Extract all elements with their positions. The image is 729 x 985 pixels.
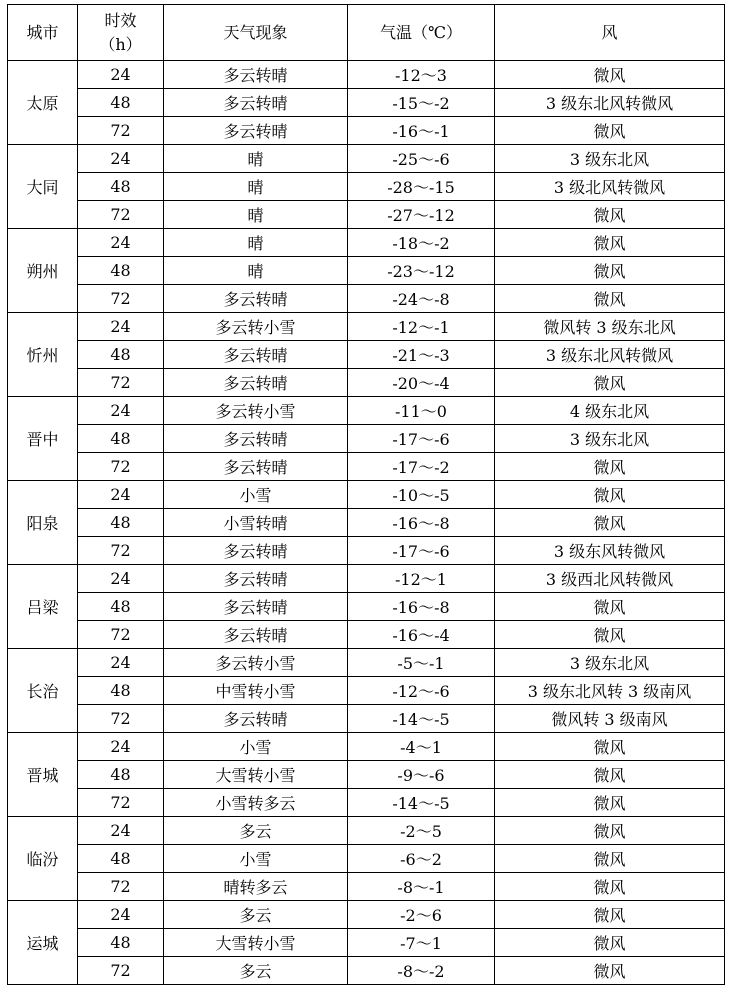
weather-cell: 小雪转晴	[164, 509, 348, 537]
table-row	[8, 173, 725, 201]
weather-cell: 多云转晴	[164, 565, 348, 593]
hours-cell: 24	[78, 61, 164, 89]
hours-cell: 72	[78, 117, 164, 145]
hours-cell: 24	[78, 145, 164, 173]
weather-cell: 晴	[164, 201, 348, 229]
weather-cell: 多云转晴	[164, 117, 348, 145]
temp-cell: -21～-3	[348, 341, 495, 369]
table-row	[8, 845, 725, 873]
wind-cell: 微风	[495, 845, 725, 873]
hours-cell: 72	[78, 285, 164, 313]
hours-cell: 24	[78, 397, 164, 425]
temp-cell: -17～-2	[348, 453, 495, 481]
table-row	[8, 117, 725, 145]
wind-cell: 微风	[495, 481, 725, 509]
temp-cell: -5～-1	[348, 649, 495, 677]
weather-cell: 多云转小雪	[164, 649, 348, 677]
temp-cell: -12～3	[348, 61, 495, 89]
header-city: 城市	[8, 5, 78, 61]
wind-cell: 微风	[495, 761, 725, 789]
wind-cell: 3 级东北风转微风	[495, 341, 725, 369]
wind-cell: 3 级东北风	[495, 145, 725, 173]
wind-cell: 3 级东北风转微风	[495, 89, 725, 117]
hours-cell: 72	[78, 789, 164, 817]
hours-cell: 72	[78, 537, 164, 565]
weather-cell: 多云转晴	[164, 341, 348, 369]
hours-cell: 24	[78, 649, 164, 677]
temp-cell: -17～-6	[348, 537, 495, 565]
table-row	[8, 677, 725, 705]
hours-cell: 24	[78, 313, 164, 341]
wind-cell: 微风	[495, 957, 725, 985]
temp-cell: -2～6	[348, 901, 495, 929]
weather-cell: 多云转晴	[164, 593, 348, 621]
wind-cell: 微风	[495, 873, 725, 901]
city-cell: 大同	[8, 145, 78, 229]
table-row	[8, 145, 725, 173]
weather-cell: 多云转小雪	[164, 313, 348, 341]
table-row	[8, 929, 725, 957]
weather-cell: 多云转小雪	[164, 397, 348, 425]
wind-cell: 微风	[495, 285, 725, 313]
weather-cell: 晴转多云	[164, 873, 348, 901]
weather-cell: 晴	[164, 145, 348, 173]
wind-cell: 微风	[495, 257, 725, 285]
hours-cell: 48	[78, 845, 164, 873]
hours-cell: 72	[78, 705, 164, 733]
hours-cell: 24	[78, 229, 164, 257]
hours-cell: 72	[78, 957, 164, 985]
hours-cell: 48	[78, 677, 164, 705]
wind-cell: 微风转 3 级南风	[495, 705, 725, 733]
temp-cell: -11～0	[348, 397, 495, 425]
weather-cell: 多云转晴	[164, 425, 348, 453]
header-hours-line2: （h）	[99, 34, 142, 54]
table-row	[8, 565, 725, 593]
table-row	[8, 89, 725, 117]
weather-cell: 多云转晴	[164, 89, 348, 117]
hours-cell: 72	[78, 201, 164, 229]
city-cell: 朔州	[8, 229, 78, 313]
wind-cell: 3 级东北风转 3 级南风	[495, 677, 725, 705]
header-hours	[78, 5, 164, 61]
table-row	[8, 229, 725, 257]
table-row	[8, 201, 725, 229]
weather-cell: 小雪	[164, 845, 348, 873]
wind-cell: 微风	[495, 817, 725, 845]
temp-cell: -9～-6	[348, 761, 495, 789]
city-cell: 忻州	[8, 313, 78, 397]
table-row	[8, 481, 725, 509]
weather-cell: 多云	[164, 817, 348, 845]
wind-cell: 3 级东北风	[495, 649, 725, 677]
temp-cell: -4～1	[348, 733, 495, 761]
hours-cell: 24	[78, 565, 164, 593]
hours-cell: 24	[78, 817, 164, 845]
hours-cell: 48	[78, 257, 164, 285]
city-cell: 晋中	[8, 397, 78, 481]
temp-cell: -10～-5	[348, 481, 495, 509]
table-row	[8, 341, 725, 369]
weather-cell: 多云转晴	[164, 285, 348, 313]
weather-cell: 晴	[164, 173, 348, 201]
forecast-body	[8, 61, 725, 985]
table-row	[8, 369, 725, 397]
hours-cell: 48	[78, 341, 164, 369]
table-row	[8, 957, 725, 985]
table-row	[8, 649, 725, 677]
hours-cell: 48	[78, 593, 164, 621]
wind-cell: 3 级北风转微风	[495, 173, 725, 201]
header-row	[8, 5, 725, 61]
temp-cell: -27～-12	[348, 201, 495, 229]
wind-cell: 微风	[495, 229, 725, 257]
table-row	[8, 817, 725, 845]
wind-cell: 3 级东风转微风	[495, 537, 725, 565]
hours-cell: 72	[78, 873, 164, 901]
hours-cell: 48	[78, 89, 164, 117]
table-row	[8, 705, 725, 733]
table-row	[8, 621, 725, 649]
temp-cell: -24～-8	[348, 285, 495, 313]
hours-cell: 24	[78, 481, 164, 509]
temp-cell: -16～-1	[348, 117, 495, 145]
temp-cell: -16～-8	[348, 593, 495, 621]
temp-cell: -28～-15	[348, 173, 495, 201]
temp-cell: -7～1	[348, 929, 495, 957]
temp-cell: -14～-5	[348, 789, 495, 817]
weather-cell: 多云转晴	[164, 453, 348, 481]
weather-cell: 多云转晴	[164, 705, 348, 733]
hours-cell: 48	[78, 929, 164, 957]
table-row	[8, 61, 725, 89]
table-row	[8, 509, 725, 537]
temp-cell: -15～-2	[348, 89, 495, 117]
city-cell: 运城	[8, 901, 78, 985]
table-row	[8, 313, 725, 341]
hours-cell: 48	[78, 761, 164, 789]
temp-cell: -12～-6	[348, 677, 495, 705]
hours-cell: 72	[78, 621, 164, 649]
header-weather: 天气现象	[164, 5, 348, 61]
temp-cell: -17～-6	[348, 425, 495, 453]
wind-cell: 微风	[495, 201, 725, 229]
weather-cell: 小雪转多云	[164, 789, 348, 817]
table-row	[8, 873, 725, 901]
hours-cell: 24	[78, 901, 164, 929]
weather-cell: 晴	[164, 229, 348, 257]
wind-cell: 3 级东北风	[495, 425, 725, 453]
wind-cell: 微风	[495, 593, 725, 621]
wind-cell: 微风	[495, 117, 725, 145]
weather-cell: 大雪转小雪	[164, 929, 348, 957]
weather-cell: 中雪转小雪	[164, 677, 348, 705]
table-row	[8, 425, 725, 453]
temp-cell: -2～5	[348, 817, 495, 845]
city-cell: 太原	[8, 61, 78, 145]
temp-cell: -20～-4	[348, 369, 495, 397]
weather-cell: 多云转晴	[164, 537, 348, 565]
wind-cell: 微风	[495, 509, 725, 537]
hours-cell: 72	[78, 453, 164, 481]
table-row	[8, 593, 725, 621]
forecast-table	[7, 4, 725, 985]
temp-cell: -16～-8	[348, 509, 495, 537]
hours-cell: 48	[78, 173, 164, 201]
city-cell: 吕梁	[8, 565, 78, 649]
header-temp: 气温（℃）	[348, 5, 495, 61]
city-cell: 晋城	[8, 733, 78, 817]
table-row	[8, 901, 725, 929]
weather-cell: 多云转晴	[164, 61, 348, 89]
weather-cell: 大雪转小雪	[164, 761, 348, 789]
temp-cell: -14～-5	[348, 705, 495, 733]
temp-cell: -6～2	[348, 845, 495, 873]
temp-cell: -8～-1	[348, 873, 495, 901]
weather-cell: 多云转晴	[164, 621, 348, 649]
wind-cell: 微风转 3 级东北风	[495, 313, 725, 341]
table-row	[8, 397, 725, 425]
wind-cell: 微风	[495, 369, 725, 397]
city-cell: 长治	[8, 649, 78, 733]
temp-cell: -16～-4	[348, 621, 495, 649]
city-cell: 阳泉	[8, 481, 78, 565]
table-row	[8, 453, 725, 481]
temp-cell: -12～1	[348, 565, 495, 593]
temp-cell: -8～-2	[348, 957, 495, 985]
wind-cell: 微风	[495, 901, 725, 929]
wind-cell: 4 级东北风	[495, 397, 725, 425]
header-wind: 风	[495, 5, 725, 61]
wind-cell: 微风	[495, 453, 725, 481]
wind-cell: 3 级西北风转微风	[495, 565, 725, 593]
hours-cell: 72	[78, 369, 164, 397]
temp-cell: -23～-12	[348, 257, 495, 285]
header-hours-line1: 时效	[104, 10, 137, 30]
wind-cell: 微风	[495, 621, 725, 649]
hours-cell: 48	[78, 509, 164, 537]
table-row	[8, 257, 725, 285]
temp-cell: -18～-2	[348, 229, 495, 257]
table-row	[8, 761, 725, 789]
wind-cell: 微风	[495, 733, 725, 761]
table-row	[8, 733, 725, 761]
table-row	[8, 789, 725, 817]
table-row	[8, 285, 725, 313]
weather-cell: 晴	[164, 257, 348, 285]
weather-cell: 多云	[164, 901, 348, 929]
weather-cell: 小雪	[164, 481, 348, 509]
table-row	[8, 537, 725, 565]
weather-cell: 多云转晴	[164, 369, 348, 397]
weather-cell: 小雪	[164, 733, 348, 761]
city-cell: 临汾	[8, 817, 78, 901]
weather-cell: 多云	[164, 957, 348, 985]
temp-cell: -25～-6	[348, 145, 495, 173]
temp-cell: -12～-1	[348, 313, 495, 341]
wind-cell: 微风	[495, 789, 725, 817]
hours-cell: 24	[78, 733, 164, 761]
hours-cell: 48	[78, 425, 164, 453]
wind-cell: 微风	[495, 61, 725, 89]
wind-cell: 微风	[495, 929, 725, 957]
